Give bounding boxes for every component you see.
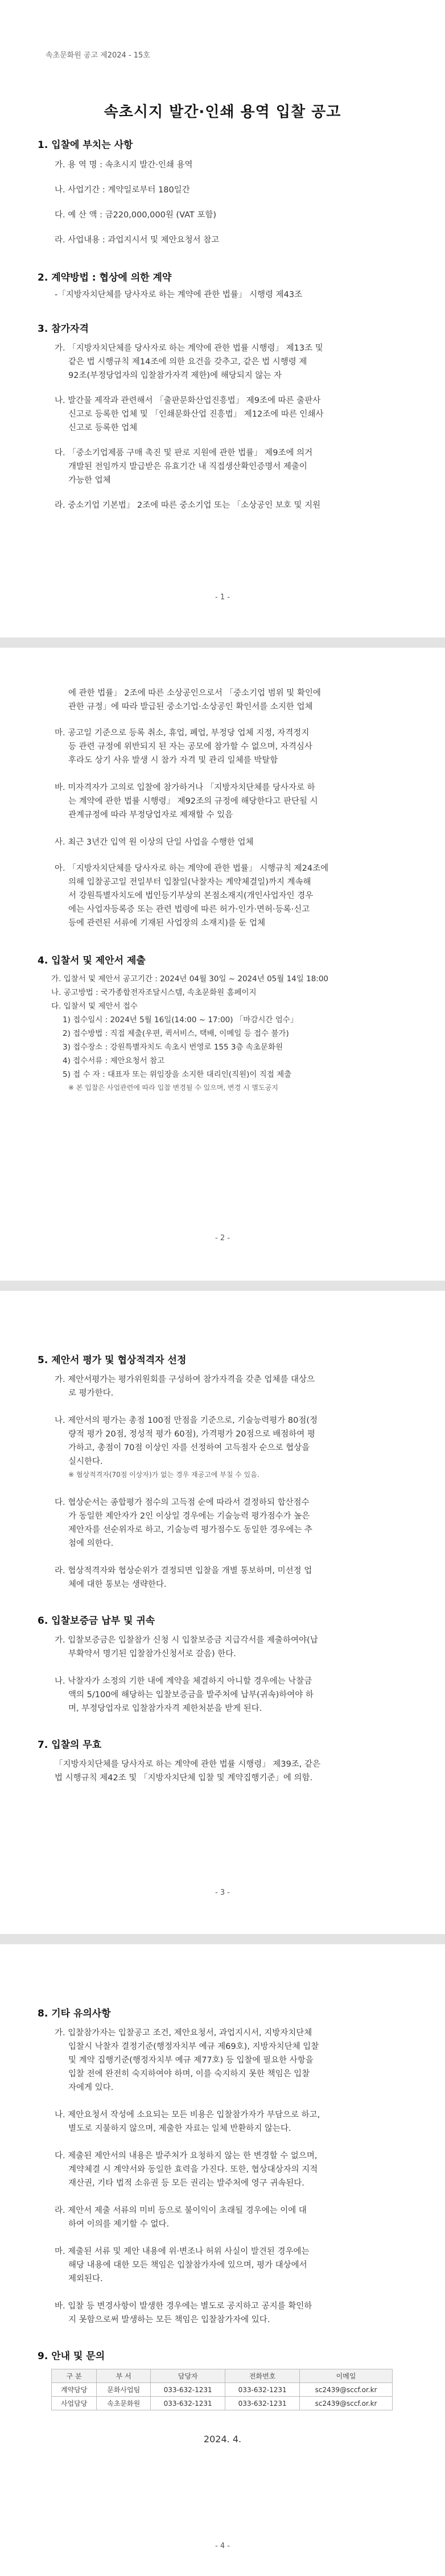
s8-item-a-line2: 입찰시 낙찰자 결정기준(행정자치부 예규 제69호), 지방자치단체 입찰 <box>68 2042 319 2051</box>
s3-item-a-line1: 가. 「지방자치단체를 당사자로 하는 계약에 관한 법률 시행령」 제13조 및 <box>55 344 323 353</box>
s3-item-f-line2: 는 계약에 관한 법률 시행령」 제92조의 규정에 해당한다고 판단될 시 <box>68 797 318 806</box>
page-separator <box>0 1934 445 1944</box>
s6-item-a-line1: 가. 입찰보증금은 입찰참가 신청 시 입찰보증금 지급각서를 제출하여야(납 <box>55 1636 318 1645</box>
s5-item-b-line3: 가하고, 총점이 70점 이상인 자를 선정하여 고득점자 순으로 협상을 <box>68 1443 310 1452</box>
s5-item-d-line1: 라. 협상적격자와 협상순위가 결정되면 입찰을 개별 통보하며, 미선정 업 <box>55 1566 312 1575</box>
section-5-heading: 5. 제안서 평가 및 협상적격자 선정 <box>38 1355 187 1366</box>
contact-table <box>51 2369 393 2410</box>
table-cell: 문화사업팀 <box>97 2383 151 2397</box>
table-cell: 계약담당 <box>52 2383 97 2397</box>
table-cell: 033-632-1231 <box>151 2383 225 2397</box>
page-1 <box>0 0 445 637</box>
page-number: - 1 - <box>215 593 230 602</box>
s7-line2: 법 시행규칙 제42조 및 「지방자치단체 입찰 및 계약집행기준」에 의함. <box>55 1773 313 1783</box>
announcement-date: 2024. 4. <box>203 2434 242 2445</box>
page-2 <box>0 648 445 1281</box>
s8-item-f-line2: 지 못함으로써 발생하는 모든 책임은 입찰참가자에 있다. <box>68 2315 270 2324</box>
s5-item-c-line3: 제안자를 선순위자로 하고, 기술능력 평가점수도 동일한 경우에는 추 <box>68 1525 313 1534</box>
s4-item-b: 나. 공고방법 : 국가종합전자조달시스템, 속초문화원 홈페이지 <box>51 988 257 997</box>
section-2-heading: 2. 계약방법 : 협상에 의한 계약 <box>38 272 172 283</box>
section-8-heading: 8. 기타 유의사항 <box>38 2008 111 2019</box>
table-cell: 속초문화원 <box>97 2397 151 2410</box>
s3-item-a-line3: 92조(부정당업자의 입찰참가자격 제한)에 해당되지 않는 자 <box>68 371 282 380</box>
s8-item-a-line5: 자에게 있다. <box>68 2083 114 2092</box>
s8-item-f-line1: 바. 입찰 등 변경사항이 발생한 경우에는 별도로 공지하고 공지를 확인하 <box>55 2302 312 2311</box>
s4-item-c2: 2) 접수방법 : 직접 제출(우편, 퀵서비스, 택배, 이메일 등 접수 불가) <box>63 1029 289 1038</box>
header-cell-email: 이메일 <box>300 2369 393 2383</box>
s8-item-b-line1: 나. 제안요청서 작성에 소요되는 모든 비용은 입찰참가자가 부담으로 하고, <box>55 2110 320 2120</box>
s5-item-a-line2: 로 평가한다. <box>68 1389 114 1398</box>
page-number: - 3 - <box>215 1888 230 1897</box>
s7-line1: 「지방자치단체를 당사자로 하는 계약에 관한 법률 시행령」 제39조, 같은 <box>55 1760 321 1769</box>
s8-item-a-line1: 가. 입찰참가자는 입찰공고 조건, 제안요청서, 과업지시서, 지방자치단체 <box>55 2028 312 2038</box>
s8-item-c-line2: 계약체결 시 계약서와 동일한 효력을 가진다. 또한, 협상대상자의 지적 <box>68 2165 318 2174</box>
s3-item-g: 사. 최근 3년간 입역 원 이상의 단일 사업을 수행한 업체 <box>55 838 254 847</box>
s3-item-d-line2: 에 관한 법률」 2조에 따른 소상공인으로서 「중소기업 범위 및 확인에 <box>68 689 321 698</box>
s8-item-e-line2: 해당 내용에 대한 모든 책임은 입찰참가자에 있으며, 평가 대상에서 <box>68 2261 307 2270</box>
s1-item-a: 가. 용 역 명 : 속초시지 발간·인쇄 용역 <box>55 161 193 170</box>
s3-item-e-line3: 후라도 상기 사유 발생 시 참가 자격 및 관리 일체를 박탈함 <box>68 756 278 765</box>
s3-item-b-line2: 신고로 등록한 업체 및 「인쇄문화산업 진흥법」 제12조에 따른 인쇄사 <box>68 410 324 419</box>
section-4-heading: 4. 입찰서 및 제안서 제출 <box>38 955 146 966</box>
s8-item-d-line2: 하여 이의를 제기할 수 없다. <box>68 2220 170 2229</box>
s6-item-b-line3: 며, 부정당업자로 입찰참가자격 제한처분을 받게 된다. <box>68 1704 262 1713</box>
s3-item-h-line1: 아. 「지방자치단체를 당사자로 하는 계약에 관한 법률」 시행규칙 제24조에 <box>55 864 329 873</box>
s3-item-b-line1: 나. 발간물 제작과 관련해서 「출판문화산업진흥법」 제9조에 따른 출판사 <box>55 396 321 405</box>
s6-item-a-line2: 부확약서 명기된 입찰참가신청서로 갈음) 한다. <box>68 1649 236 1659</box>
page-title: 속초시지 발간·인쇄 용역 입찰 공고 <box>104 104 341 121</box>
s8-item-b-line2: 별도로 지불하지 않으며, 제출한 자료는 일체 반환하지 않는다. <box>68 2124 291 2133</box>
s5-item-c-line2: 가 동일한 제안자가 2인 이상일 경우에는 기술능력 평가점수가 높은 <box>68 1512 310 1521</box>
s1-item-c: 다. 예 산 액 : 금220,000,000원 (VAT 포함) <box>55 211 217 220</box>
table-cell: sc2439@sccf.or.kr <box>300 2397 393 2410</box>
table-cell: sc2439@sccf.or.kr <box>300 2383 393 2397</box>
s4-note: ※ 본 입찰은 사업관련에 따라 입찰 변경될 수 있으며, 변경 시 별도공지 <box>68 1084 278 1092</box>
section-3-heading: 3. 참가자격 <box>38 323 89 335</box>
header-cell-division: 구 분 <box>52 2369 97 2383</box>
page-separator <box>0 637 445 648</box>
contact-table-header <box>52 2369 393 2383</box>
s5-item-d-line2: 체에 대한 통보는 생략한다. <box>68 1580 167 1589</box>
s6-item-b-line2: 액의 5/100에 해당하는 입찰보증금을 발주처에 납부(귀속)하여야 하 <box>68 1690 314 1699</box>
s3-item-c-line1: 다. 「중소기업제품 구매 촉진 및 판로 지원에 관한 법률」 제9조에 의거 <box>55 448 313 458</box>
s4-item-c4: 4) 접수서류 : 제안요청서 참고 <box>63 1056 165 1065</box>
s8-item-a-line3: 및 계약 집행기준(행정자치부 예규 제77호) 등 입찰에 필요한 사항을 <box>68 2056 314 2065</box>
s3-item-d-line3: 관한 규정」에 따라 발급된 중소기업·소상공인 확인서를 소지한 업체 <box>68 702 313 711</box>
s5-item-a-line1: 가. 제안서평가는 평가위원회를 구성하여 참가자격을 갖춘 업체를 대상으 <box>55 1375 315 1384</box>
s3-item-e-line1: 마. 공고일 기준으로 등록 취소, 휴업, 폐업, 부정당 업체 지정, 자격정지 <box>55 729 310 738</box>
section-7-heading: 7. 입찰의 무효 <box>38 1739 102 1751</box>
s3-item-c-line2: 개발된 전임까지 발급받은 유효기간 내 직접생산확인증명서 제출이 <box>68 462 307 471</box>
s5-item-b-line4: 실시한다. <box>68 1457 103 1466</box>
page-separator <box>0 1281 445 1291</box>
doc-number: 속초문화원 공고 제2024 - 15호 <box>46 51 150 60</box>
s5-note: ※ 협상적격자(70점 이상자)가 없는 경우 재공고에 부칠 수 있음. <box>68 1471 259 1479</box>
s4-item-c: 다. 입찰서 및 제안서 접수 <box>51 1002 138 1011</box>
s2-sub: -「지방자치단체를 당사자로 하는 계약에 관한 법률」 시행령 제43조 <box>55 290 303 299</box>
s6-item-b-line1: 나. 낙찰자가 소정의 기한 내에 계약을 체결하지 아니할 경우에는 낙찰금 <box>55 1677 312 1686</box>
s3-item-h-line4: 에는 사업자등록증 또는 관련 법령에 따른 허가·인가·면허·등록·신고 <box>68 905 310 914</box>
section-1-heading: 1. 입찰에 부치는 사항 <box>38 139 133 151</box>
s1-item-d: 라. 사업내용 : 과업지시서 및 제안요청서 참고 <box>55 236 220 245</box>
s4-item-c3: 3) 접수장소 : 강원특별자치도 속초시 번영로 155 3층 속초문화원 <box>63 1043 283 1052</box>
s8-item-d-line1: 라. 제안서 제출 서류의 미비 등으로 불이익이 초래될 경우에는 이에 대 <box>55 2206 307 2215</box>
s8-item-e-line3: 제외된다. <box>68 2274 103 2283</box>
page-3 <box>0 1291 445 1934</box>
page-4 <box>0 1944 445 2576</box>
s5-item-c-line4: 첨에 의한다. <box>68 1539 114 1548</box>
s8-item-e-line1: 마. 제출된 서류 및 제안 내용에 위·변조나 허위 사실이 발견된 경우에는 <box>55 2247 310 2256</box>
s8-item-a-line4: 입찰 전에 완전히 숙지하여야 하며, 이를 숙지하지 못한 책임은 입찰 <box>68 2069 310 2079</box>
s3-item-d-line1: 라. 중소기업 기본법」 2조에 따른 중소기업 또는 「소상공인 보호 및 지원 <box>55 501 321 510</box>
s3-item-e-line2: 등 관련 규정에 위반되지 된 자는 공모에 참가할 수 없으며, 자격심사 <box>68 742 312 751</box>
table-cell: 033-632-1231 <box>225 2383 300 2397</box>
s4-item-c1: 1) 접수일시 : 2024년 5월 16일(14:00 ~ 17:00) 「마감시간 엄수」 <box>63 1015 298 1024</box>
table-cell: 033-632-1231 <box>151 2397 225 2410</box>
s3-item-f-line3: 관계규정에 따라 부정당업자로 제재할 수 있음 <box>68 810 233 820</box>
s1-item-b: 나. 사업기간 : 계약일로부터 180일간 <box>55 186 190 195</box>
s3-item-h-line2: 의해 입찰공고일 전일부터 입찰일(낙찰자는 계약체결일)까지 계속해 <box>68 878 311 887</box>
page-number: - 2 - <box>215 1234 230 1242</box>
s5-item-c-line1: 다. 협상순서는 종합평가 점수의 고득점 순에 따라서 결정하되 합산점수 <box>55 1498 310 1507</box>
s4-item-a: 가. 입찰서 및 제안서 공고기간 : 2024년 04월 30일 ~ 2024년 05월 14일 18:00 <box>51 974 329 984</box>
s3-item-a-line2: 같은 법 시행규칙 제14조에 의한 요건을 갖추고, 같은 법 시행령 제 <box>68 357 307 367</box>
header-cell-phone: 전화번호 <box>225 2369 300 2383</box>
s8-item-c-line1: 다. 제출된 제안서의 내용은 발주처가 요청하지 않는 한 변경할 수 없으며, <box>55 2151 318 2161</box>
s4-item-c5: 5) 접 수 자 : 대표자 또는 위임장을 소지한 대리인(직원)이 직접 제출 <box>63 1070 292 1079</box>
s3-item-c-line3: 가능한 업체 <box>68 476 111 485</box>
table-cell: 033-632-1231 <box>225 2397 300 2410</box>
section-6-heading: 6. 입찰보증금 납부 및 귀속 <box>38 1615 155 1627</box>
page-number: - 4 - <box>215 2542 230 2550</box>
header-cell-department: 부 서 <box>97 2369 151 2383</box>
table-row <box>52 2383 393 2397</box>
s3-item-h-line3: 서 강원특별자치도에 법인등기부상의 본점소재지(개인사업자인 경우 <box>68 891 314 900</box>
s3-item-b-line3: 신고로 등록한 업체 <box>68 423 138 433</box>
table-cell: 사업담당 <box>52 2397 97 2410</box>
s5-item-b-line1: 나. 제안서의 평가는 총점 100점 만점을 기준으로, 기술능력평가 80점(정 <box>55 1416 318 1425</box>
header-cell-manager: 담당자 <box>151 2369 225 2383</box>
s5-item-b-line2: 량적 평가 20점, 정성적 평가 60점), 가격평가 20점으로 배점하여 평 <box>68 1430 315 1439</box>
section-9-heading: 9. 안내 및 문의 <box>38 2351 105 2362</box>
s3-item-h-line5: 등에 관련된 서류에 기재된 사업장의 소재지)를 둔 업체 <box>68 919 266 928</box>
s8-item-c-line3: 재산권, 기타 법적 소유권 등 모든 권리는 발주처에 영구 귀속된다. <box>68 2179 304 2188</box>
table-row <box>52 2397 393 2410</box>
s3-item-f-line1: 바. 미자격자가 고의로 입찰에 참가하거나 「지방자치단체를 당사자로 하 <box>55 783 315 792</box>
